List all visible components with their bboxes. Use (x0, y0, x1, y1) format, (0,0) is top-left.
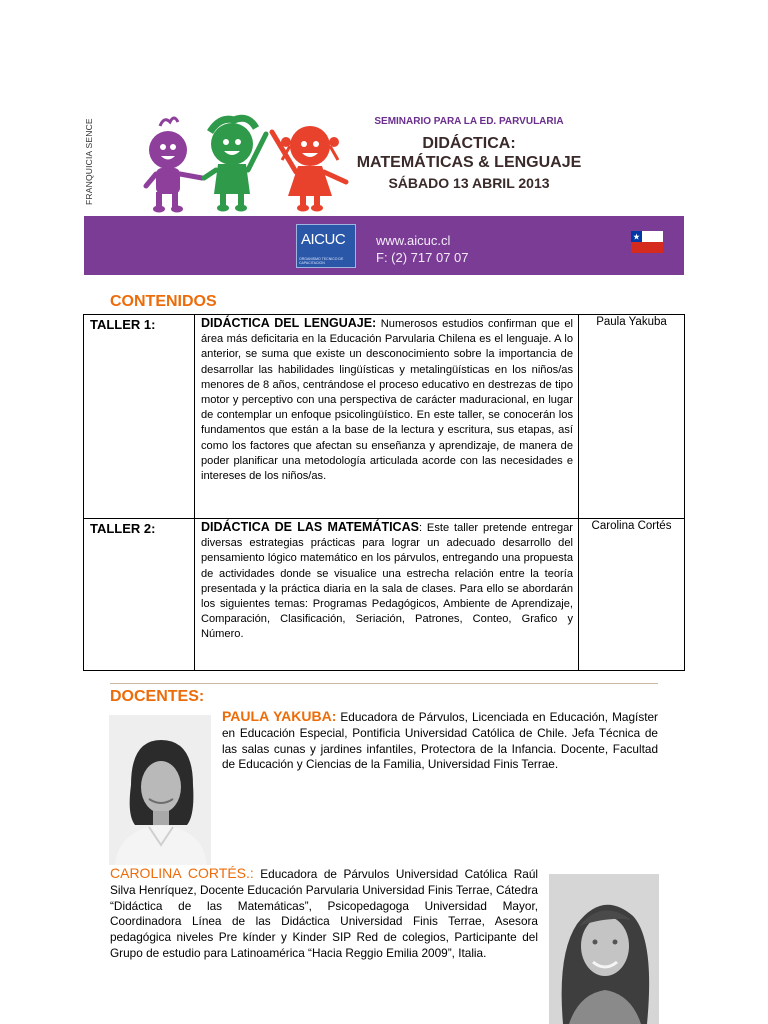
green-child-icon (204, 118, 266, 211)
carolina-cortes-name: CAROLINA CORTÉS.: (110, 865, 254, 881)
taller-description (195, 315, 579, 519)
carolina-cortes-photo (549, 874, 659, 1024)
phone-number: F: (2) 717 07 07 (376, 250, 469, 265)
taller-heading: DIDÁCTICA DE LAS MATEMÁTICAS (201, 520, 419, 534)
taller-docente: Carolina Cortés (579, 519, 685, 671)
taller-label: TALLER 1: (84, 315, 195, 519)
paula-yakuba-photo (109, 715, 211, 865)
section-divider (110, 683, 658, 684)
paula-yakuba-name: PAULA YAKUBA: (222, 708, 337, 724)
aicuc-logo-subtext: ORGANISMO TECNICO DE CAPACITACION (299, 257, 344, 265)
website-url[interactable]: www.aicuc.cl (376, 233, 451, 248)
taller-text: : Este taller pretende entregar diversas estrategias prácticas para lograr un adecuado desarrollo del pensamiento lógico matemático en los párvulos, entregando una propuesta de actividades donde se visualice una estrecha relación entre la teoría presentada y la práctica diaria en la sala de clases. Para ello se abordarán los siguientes temas: Programas Pedagógicos, Ambiente de Aprendizaje, Comparación, Clasificación, Seriación, Patrones, Conteo, Grafico y Número. (201, 522, 573, 641)
carolina-cortes-bio (110, 866, 538, 962)
paula-yakuba-bio (222, 709, 658, 773)
seminar-title (356, 134, 582, 172)
seminar-subtitle: SEMINARIO PARA LA ED. PARVULARIA (374, 116, 564, 127)
taller-label: TALLER 2: (84, 519, 195, 671)
table-row (84, 519, 685, 671)
taller-description (195, 519, 579, 671)
table-row (84, 315, 685, 519)
taller-text: Numerosos estudios confirman que el área más deficitaria en la Educación Parvularia Chilena es el lenguaje. A lo anterior, se suma que existe un desconocimiento sobre la importancia de desarrollar las habilidades lingüísticas y metalingüísticas en los niños/as menores de 8 años, centrándose el proceso educativo en destrezas de tipo motor y perceptivo con una perspectiva de carácter maduracional, en lugar de contemplar un enfoque psicolingüístico. En este taller, se conocerán los fundamentos que están a la base de la lectura y escritura, sus etapas, así como los factores que afectan su enseñanza y aprendizaje, de manera de poder planificar una metodología articulada acorde con las necesidades e intereses de los niños/as. (201, 318, 573, 483)
seminar-title-line2: MATEMÁTICAS & LENGUAJE (356, 154, 582, 171)
franquicia-label: FRANQUICIA SENCE (84, 118, 94, 205)
red-child-icon (272, 126, 346, 212)
children-illustration (140, 112, 358, 214)
taller-heading: DIDÁCTICA DEL LENGUAJE: (201, 316, 377, 330)
carolina-cortes-text: Educadora de Párvulos Universidad Católica Raúl Silva Henríquez, Docente Educación Parvularia Universidad Finis Terrae, Cátedra “Didáctica de las Matemáticas”, Psicopedagoga Universidad Mayor, Coordinadora Línea de las Didáctica Universidad Finis Terrae, Asesora pedagógica niveles Pre kínder y Kinder SIP Red de colegios, Participante del Grupo de estudio para Latinoamérica “Hacia Reggio Emilia 2009”, Italia. (110, 867, 538, 960)
docentes-heading: DOCENTES: (110, 688, 205, 705)
contenidos-heading: CONTENIDOS (110, 293, 217, 310)
aicuc-logo-text: AICUC (301, 231, 346, 248)
aicuc-logo (296, 224, 356, 268)
purple-child-icon (146, 118, 202, 213)
taller-docente: Paula Yakuba (579, 315, 685, 519)
seminar-date: SÁBADO 13 ABRIL 2013 (388, 175, 550, 191)
contenidos-table (83, 314, 685, 671)
chile-flag-icon (631, 231, 663, 253)
paula-yakuba-text: Educadora de Párvulos, Licenciada en Educación, Magíster en Educación Especial, Pontificia Universidad Católica de Chile. Jefa Técnica de las salas cunas y jardines infantiles, Protectora de la Infancia. Docente, Facultad de Educación y Ciencias de la Familia, Universidad Finis Terrae. (222, 710, 658, 772)
seminar-title-line1: DIDÁCTICA: (422, 135, 516, 152)
